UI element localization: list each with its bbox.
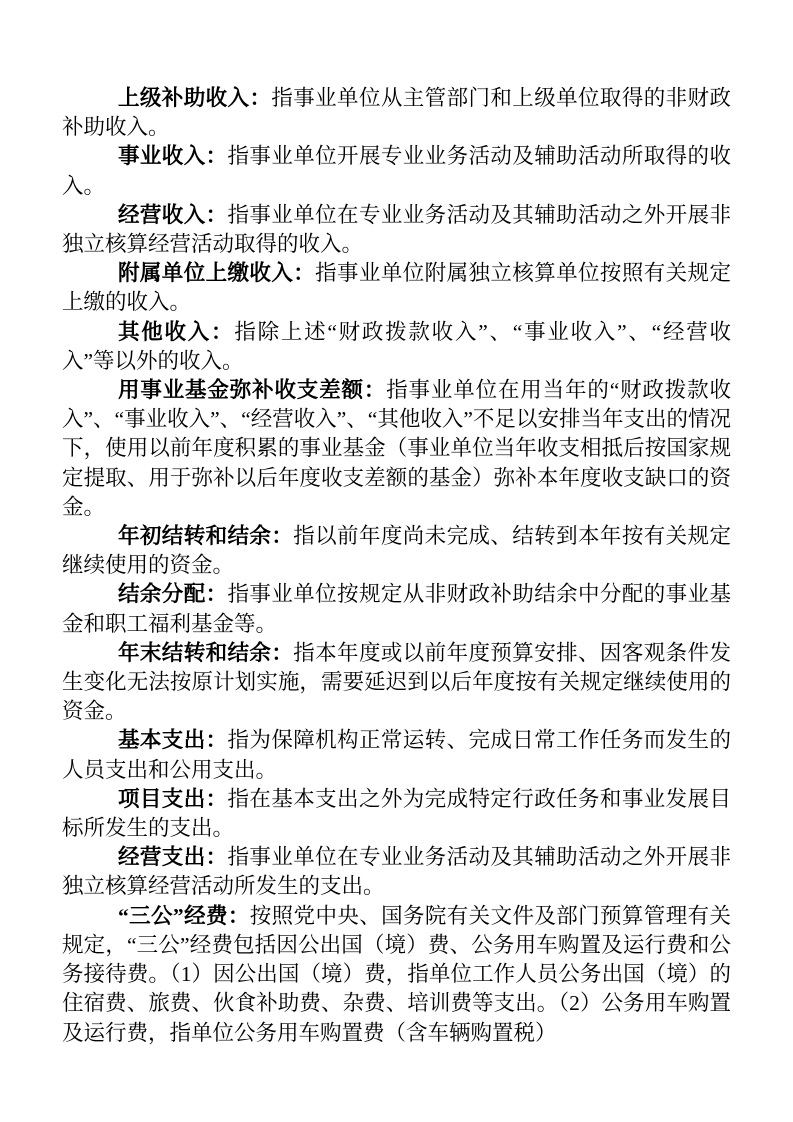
term-colon: ： [205,845,228,870]
term-colon: ： [271,524,294,549]
term-label: 年末结转和结余 [118,640,272,665]
definition-paragraph [62,726,731,784]
term-label: 事业收入 [118,144,206,169]
definition-text: 指以前年度尚未完成、结转到本年按有关规定继续使用的资金。 [62,524,731,578]
term-label: 年初结转和结余 [118,524,272,549]
definition-text: 指为保障机构正常运转、完成日常工作任务而发生的人员支出和公用支出。 [62,728,731,782]
definition-paragraph [62,84,731,142]
definition-text: 按照党中央、国务院有关文件及部门预算管理有关规定，“三公”经费包括因公出国（境）费、公务用车购置及运行费和公务接待费。（1）因公出国（境）费，指单位工作人员公务出国（境）的住宿费、旅费、伙食补助费、杂费、培训费等支出。（2）公务用车购置及运行费，指单位公务用车购置费（含车辆购置税） [62,903,731,1045]
definition-text: 指本年度或以前年度预算安排、因客观条件发生变化无法按原计划实施，需要延迟到以后年度按有关规定继续使用的资金。 [62,640,731,724]
term-label: 项目支出 [118,786,206,811]
definition-text: 指事业单位在专业业务活动及其辅助活动之外开展非独立核算经营活动取得的收入。 [62,202,731,257]
term-colon: ： [271,640,294,665]
term-colon: ： [293,261,316,286]
definition-text: 指事业单位开展专业业务活动及辅助活动所取得的收入。 [62,144,731,198]
definition-paragraph [62,785,731,843]
term-colon: ： [205,144,228,169]
term-colon: ： [205,786,228,811]
term-label: 其他收入 [118,319,212,344]
term-label: “三公”经费 [118,903,228,928]
definition-text: 指事业单位附属独立核算单位按照有关规定上缴的收入。 [62,261,731,315]
term-colon: ： [363,378,387,403]
term-colon: ： [227,903,250,928]
definition-text: 指在基本支出之外为完成特定行政任务和事业发展目标所发生的支出。 [62,786,731,841]
definition-paragraph [62,522,731,580]
term-label: 经营支出 [118,845,206,870]
term-colon: ： [211,319,235,344]
term-label: 上级补助收入 [118,86,250,110]
definition-paragraph [62,843,731,901]
definition-paragraph [62,142,731,200]
term-colon: ： [205,202,228,227]
definition-text: 指事业单位从主管部门和上级单位取得的非财政补助收入。 [62,86,731,140]
definition-paragraph [62,259,731,317]
definition-paragraph [62,580,731,638]
term-colon: ： [249,86,272,110]
term-label: 基本支出 [118,728,206,753]
definition-text: 指除上述“财政拨款收入”、“事业收入”、“经营收入”等以外的收入。 [62,319,731,373]
term-label: 用事业基金弥补收支差额 [118,378,364,403]
definition-text: 指事业单位按规定从非财政补助结余中分配的事业基金和职工福利基金等。 [62,582,731,636]
term-label: 结余分配 [118,582,206,607]
definition-text: 指事业单位在专业业务活动及其辅助活动之外开展非独立核算经营活动所发生的支出。 [62,845,731,899]
definition-paragraph [62,902,731,1048]
definition-paragraph [62,376,731,522]
term-colon: ： [205,582,228,607]
definition-paragraph [62,639,731,727]
definition-paragraph [62,201,731,259]
term-colon: ： [205,728,228,753]
definition-text: 指事业单位在用当年的“财政拨款收入”、“事业收入”、“经营收入”、“其他收入”不足以安排当年支出的情况下，使用以前年度积累的事业基金（事业单位当年收支相抵后按国家规定提取、用于弥补以后年度收支差额的基金）弥补本年度收支缺口的资金。 [62,378,731,519]
term-label: 附属单位上缴收入 [118,261,294,286]
definition-paragraph [62,318,731,376]
term-label: 经营收入 [118,202,206,227]
